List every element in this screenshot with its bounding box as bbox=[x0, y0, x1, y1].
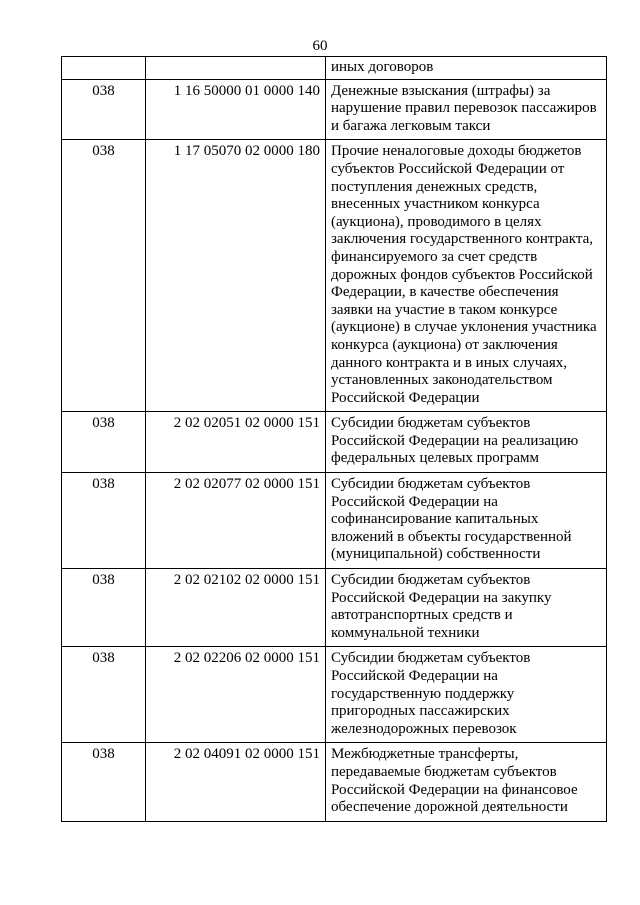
income-name-cell: Прочие неналоговые доходы бюджетов субъектов Российской Федерации от поступления денежных средств, внесенных участником конкурса (аукциона), проводимого в целях заключения государственного контракта, финансируемого за счет средств дорожных фондов субъектов Российской Федерации, в качестве обеспечения заявки на участие в таком конкурсе (аукционе) в случае уклонения участника конкурса (аукциона) от заключения данного контракта и в иных случаях, установленных законодательством Российской Федерации bbox=[326, 140, 607, 412]
income-name-cell: иных договоров bbox=[326, 57, 607, 80]
admin-code-cell: 038 bbox=[62, 647, 146, 743]
income-name-cell: Субсидии бюджетам субъектов Российской Федерации на реализацию федеральных целевых программ bbox=[326, 412, 607, 473]
income-name-cell: Денежные взыскания (штрафы) за нарушение правил перевозок пассажиров и багажа легковым такси bbox=[326, 79, 607, 140]
budget-code-cell: 2 02 02051 02 0000 151 bbox=[146, 412, 326, 473]
table-row bbox=[62, 79, 607, 140]
budget-code-cell bbox=[146, 57, 326, 80]
budget-code-cell: 2 02 02206 02 0000 151 bbox=[146, 647, 326, 743]
table-row bbox=[62, 140, 607, 412]
budget-code-cell: 2 02 04091 02 0000 151 bbox=[146, 743, 326, 821]
admin-code-cell: 038 bbox=[62, 743, 146, 821]
budget-classification-table bbox=[61, 56, 607, 822]
table-row bbox=[62, 743, 607, 821]
admin-code-cell: 038 bbox=[62, 140, 146, 412]
admin-code-cell: 038 bbox=[62, 412, 146, 473]
table-row bbox=[62, 473, 607, 569]
income-name-cell: Субсидии бюджетам субъектов Российской Федерации на государственную поддержку пригородных пассажирских железнодорожных перевозок bbox=[326, 647, 607, 743]
table-row bbox=[62, 647, 607, 743]
page-number: 60 bbox=[312, 38, 328, 54]
budget-code-cell: 2 02 02077 02 0000 151 bbox=[146, 473, 326, 569]
admin-code-cell: 038 bbox=[62, 79, 146, 140]
admin-code-cell bbox=[62, 57, 146, 80]
table-row bbox=[62, 57, 607, 80]
table-row bbox=[62, 569, 607, 647]
income-name-cell: Субсидии бюджетам субъектов Российской Федерации на закупку автотранспортных средств и коммунальной техники bbox=[326, 569, 607, 647]
budget-code-cell: 2 02 02102 02 0000 151 bbox=[146, 569, 326, 647]
admin-code-cell: 038 bbox=[62, 473, 146, 569]
budget-code-cell: 1 17 05070 02 0000 180 bbox=[146, 140, 326, 412]
admin-code-cell: 038 bbox=[62, 569, 146, 647]
income-name-cell: Субсидии бюджетам субъектов Российской Федерации на софинансирование капитальных вложений в объекты государственной (муниципальной) собственности bbox=[326, 473, 607, 569]
table-row bbox=[62, 412, 607, 473]
income-name-cell: Межбюджетные трансферты, передаваемые бюджетам субъектов Российской Федерации на финансовое обеспечение дорожной деятельности bbox=[326, 743, 607, 821]
budget-code-cell: 1 16 50000 01 0000 140 bbox=[146, 79, 326, 140]
